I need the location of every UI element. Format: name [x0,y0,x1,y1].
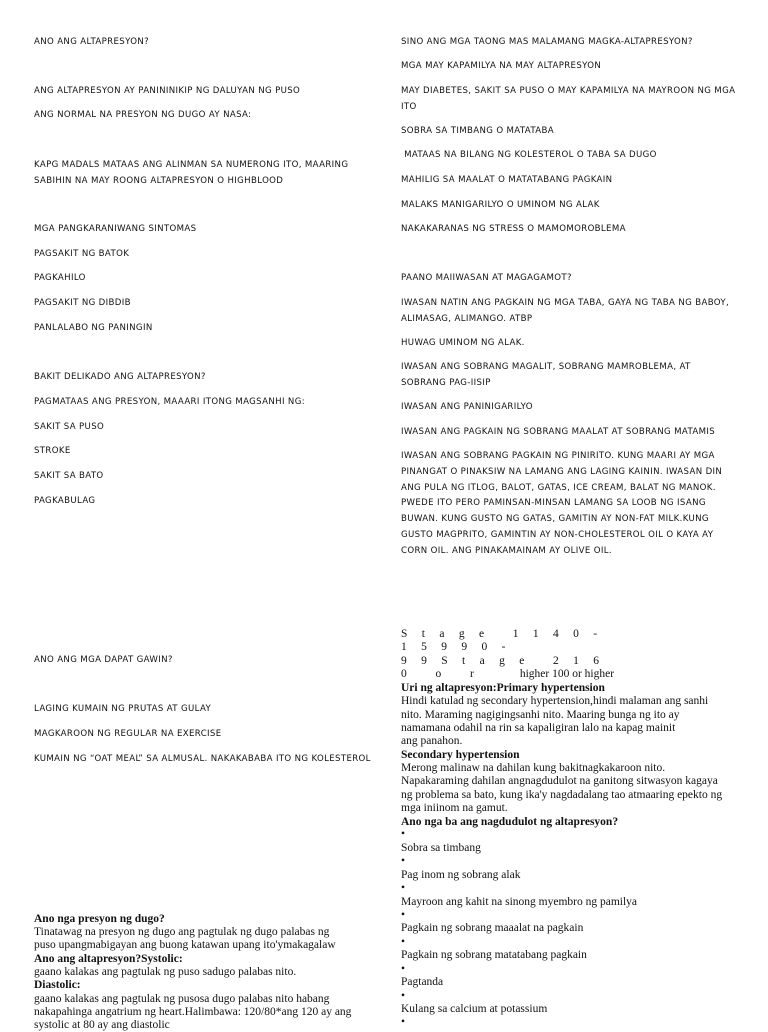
risk-item: MAHILIG SA MAALAT O MATATABANG PAGKAIN [401,175,613,185]
pressure-text: puso upangmabigayan ang buong katawan upang ito'ymakagalaw [34,939,336,951]
todo-title: ANO ANG MGA DAPAT GAWIN? [34,655,173,665]
secondary-text: mga iniinom na gamut. [401,802,508,814]
diastolic-text: systolic at 80 ay ang diastolic [34,1019,170,1031]
symptom-item: PAGKAHILO [34,273,86,283]
prevention-item: HUWAG UMINOM NG ALAK. [401,338,525,348]
pressure-text: Tinatawag na presyon ng dugo ang pagtulak ng dugo palabas ng [34,926,330,938]
left-note: KAPG MADALS MATAAS ANG ALINMAN SA NUMERONG ITO, MAARING SABIHIN NA MAY ROONG ALTAPRESYON O HIGHBLOOD [34,160,349,186]
danger-title: BAKIT DELIKADO ANG ALTAPRESYON? [34,372,206,382]
secondary-text: ng problema sa bato, kung ika'y nagdadalang tao atmaaring epekto ng [401,789,723,801]
todo-item: KUMAIN NG “OAT MEAL” SA ALMUSAL. NAKAKABABA ITO NG KOLESTEROL [34,754,371,764]
todo-item: LAGING KUMAIN NG PRUTAS AT GULAY [34,704,212,714]
systolic-text: gaano kalakas ang pagtulak ng puso sadugo palabas nito. [34,966,297,978]
diastolic-text: nakapahinga angatrium ng heart.Halimbawa: 120/80*ang 120 ay ang [34,1006,352,1018]
danger-item: PAGKABULAG [34,496,96,506]
risk-item: MAY DIABETES, SAKIT SA PUSO O MAY KAPAMILYA NA MAYROON NG MGA ITO [401,86,736,112]
prevention-item: IWASAN NATIN ANG PAGKAIN NG MGA TABA, GAYA NG TABA NG BABOY, ALIMASAG, ALIMANGO. ATBP [401,298,730,324]
bullet: • [401,936,406,948]
bullet: • [401,828,406,840]
secondary-title: Secondary hypertension [401,749,520,761]
stage-line: 1 5 9 9 0 - [401,641,506,653]
todo-item: MAGKAROON NG REGULAR NA EXERCISE [34,729,222,739]
systolic-heading: Ano ang altapresyon?Systolic: [34,953,183,965]
primary-text: nito. Maraming nagigingsanhi nito. Maaring bunga ng ito ay [401,709,680,721]
secondary-text: Merong malinaw na dahilan kung bakitnagkakaroon nito. [401,762,666,774]
bullet: • [401,882,406,894]
risk-item: MATAAS NA BILANG NG KOLESTEROL O TABA SA DUGO [401,150,657,160]
left-definition: ANG ALTAPRESYON AY PANININIKIP NG DALUYAN NG PUSO [34,86,301,96]
bullet: • [401,909,406,921]
prevention-item: IWASAN ANG PANINIGARILYO [401,402,533,412]
risk-item: SOBRA SA TIMBANG O MATATABA [401,126,554,136]
cause-item: Kulang sa calcium at potassium [401,1003,548,1015]
left-question-what: ANO ANG ALTAPRESYON? [34,37,150,47]
prevention-item: IWASAN ANG SOBRANG MAGALIT, SOBRANG MAMROBLEMA, AT SOBRANG PAG-IISIP [401,362,697,388]
diastolic-text: gaano kalakas ang pagtulak ng pusosa dugo palabas nito habang [34,993,330,1005]
risk-item: MALAKS MANIGARILYO O UMINOM NG ALAK [401,200,600,210]
cause-item: Pag inom ng sobrang alak [401,869,521,881]
primary-text: namamana odahil na rin sa kapaligiran lalo na kapag mainit [401,722,676,734]
symptom-item: PAGSAKIT NG DIBDIB [34,298,131,308]
risk-item: MGA MAY KAPAMILYA NA MAY ALTAPRESYON [401,61,602,71]
prevention-title: PAANO MAIIWASAN AT MAGAGAMOT? [401,273,572,283]
cause-title: Ano nga ba ang nagdudulot ng altapresyon? [401,816,619,828]
danger-lead: PAGMATAAS ANG PRESYON, MAAARI ITONG MAGSANHI NG: [34,397,305,407]
risk-item: NAKAKARANAS NG STRESS O MAMOMOROBLEMA [401,224,626,234]
stage-line: 0 o r higher 100 or higher [401,668,615,680]
diastolic-heading: Diastolic: [34,979,81,991]
danger-item: SAKIT SA BATO [34,471,104,481]
cause-item: Mayroon ang kahit na sinong myembro ng pamilya [401,896,638,908]
danger-item: STROKE [34,446,71,456]
bullet: • [401,1016,406,1028]
symptoms-title: MGA PANGKARANIWANG SINTOMAS [34,224,197,234]
bullet: • [401,963,406,975]
left-normal-pressure: ANG NORMAL NA PRESYON NG DUGO AY NASA: [34,110,252,120]
symptom-item: PAGSAKIT NG BATOK [34,249,130,259]
secondary-text: Napakaraming dahilan angnagdudulot na ganitong sitwasyon kagaya [401,775,718,787]
bullet: • [401,855,406,867]
primary-text: ang panahon. [401,735,463,747]
stage-line: S t a g e 1 1 4 0 - [401,628,598,640]
cause-item: Pagkain ng sobrang matatabang pagkain [401,949,587,961]
prevention-item-long: IWASAN ANG SOBRANG PAGKAIN NG PINIRITO. KUNG MAARI AY MGA PINANGAT O PINAKSIW NA LAMANG ANG LAGING KAININ. IWASAN DIN ANG PULA NG ITLOG, BALOT, GATAS, ICE CREAM, BALAT NG MANOK. PWEDE ITO PERO PAMINSAN-MINSAN LAMANG SA LOOB NG ISANG BUWAN. KUNG GUSTO NG GATAS, GAMITIN AY NON-FAT MILK.KUNG GUSTO MAGPRITO, GAMINTIN AY NON-CHOLESTEROL OIL O KAYA AY CORN OIL. ANG PINAKAMAINAM AY OLIVE OIL. [401,451,723,556]
danger-item: SAKIT SA PUSO [34,422,105,432]
type-title: Uri ng altapresyon:Primary hypertension [401,682,605,694]
risk-title: SINO ANG MGA TAONG MAS MALAMANG MAGKA-ALTAPRESYON? [401,37,693,47]
cause-item: Sobra sa timbang [401,842,481,854]
symptom-item: PANLALABO NG PANINGIN [34,323,153,333]
prevention-item: IWASAN ANG PAGKAIN NG SOBRANG MAALAT AT SOBRANG MATAMIS [401,427,716,437]
cause-item: Pagkain ng sobrang maaalat na pagkain [401,922,584,934]
pressure-question: Ano nga presyon ng dugo? [34,913,165,925]
cause-item: Pagtanda [401,976,444,988]
bullet: • [401,990,406,1002]
primary-text: Hindi katulad ng secondary hypertension,hindi malaman ang sanhi [401,695,709,707]
stage-line: 9 9 S t a g e 2 1 6 [401,655,600,667]
